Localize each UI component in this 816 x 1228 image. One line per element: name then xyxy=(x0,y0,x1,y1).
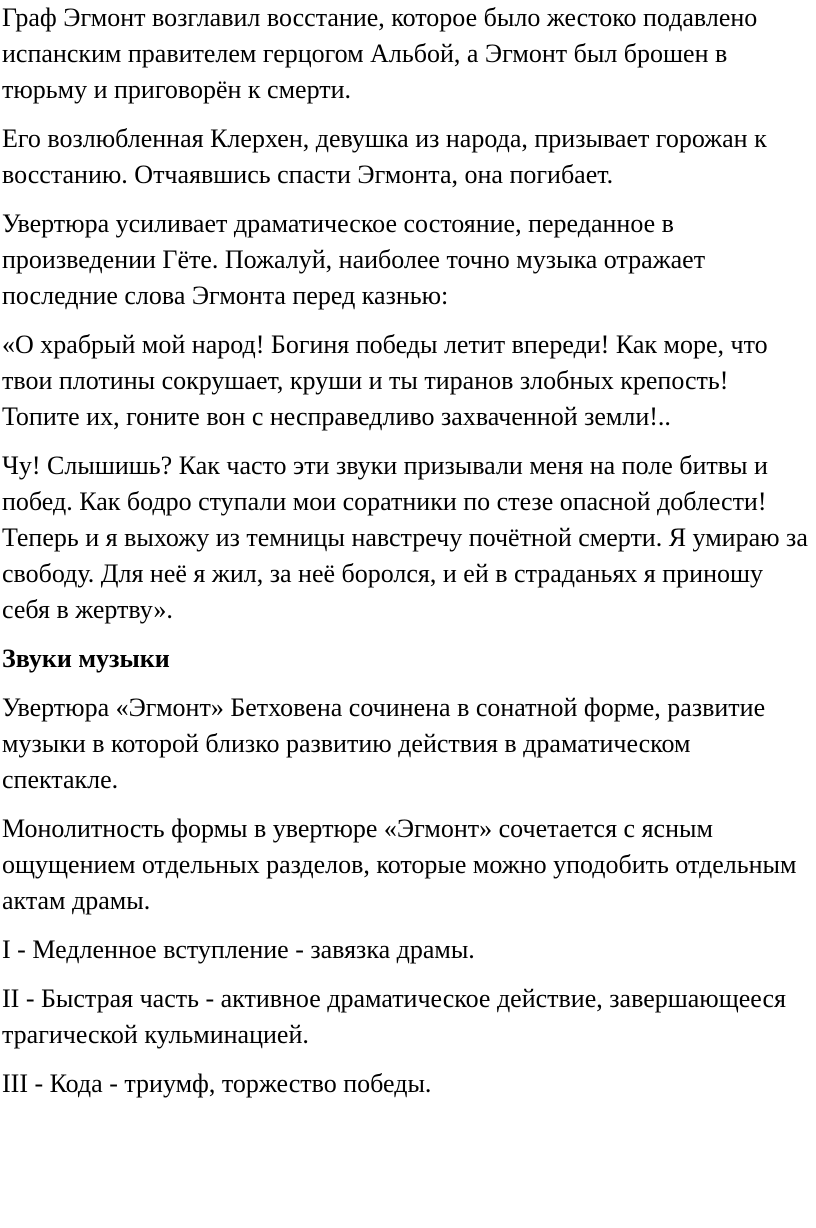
paragraph-quote-part-1: «О храбрый мой народ! Богиня победы летит впереди! Как море, что твои плотины сокрушает, круши и ты тиранов злобных крепость! Топите их, гоните вон с несправедливо захваченной земли!.. xyxy=(2,330,768,431)
section-heading: Звуки музыки xyxy=(2,644,170,673)
paragraph-sonata-form: Увертюра «Эгмонт» Бетховена сочинена в сонатной форме, развитие музыки в которой близко развитию действия в драматическом спектакле. xyxy=(2,693,766,794)
paragraph-egmont-uprising: Граф Эгмонт возглавил восстание, которое было жестоко подавлено испанским правителем герцогом Альбой, а Эгмонт был брошен в тюрьму и приговорён к смерти. xyxy=(2,3,758,104)
paragraph-klerhen: Его возлюбленная Клерхен, девушка из народа, призывает горожан к восстанию. Отчаявшись спасти Эгмонта, она погибает. xyxy=(2,124,767,189)
list-item-section-1: I - Медленное вступление - завязка драмы. xyxy=(2,935,475,964)
paragraph-overture-drama: Увертюра усиливает драматическое состояние, переданное в произведении Гёте. Пожалуй, наиболее точно музыка отражает последние слова Эгмонта перед казнью: xyxy=(2,209,706,310)
paragraph-quote-part-2: Чу! Слышишь? Как часто эти звуки призывали меня на поле битвы и побед. Как бодро ступали мои соратники по стезе опасной доблести! Теперь и я выхожу из темницы навстречу почётной смерти. Я умираю за свободу. Для неё я жил, за неё боролся, и ей в страданьях я приношу себя в жертву». xyxy=(2,451,808,624)
list-item-section-2: II - Быстрая часть - активное драматическое действие, завершающееся трагической кульминацией. xyxy=(2,984,786,1049)
list-item-section-3: III - Кода - триумф, торжество победы. xyxy=(2,1069,432,1098)
paragraph-form-sections: Монолитность формы в увертюре «Эгмонт» сочетается с ясным ощущением отдельных разделов, которые можно уподобить отдельным актам драмы. xyxy=(2,814,797,915)
